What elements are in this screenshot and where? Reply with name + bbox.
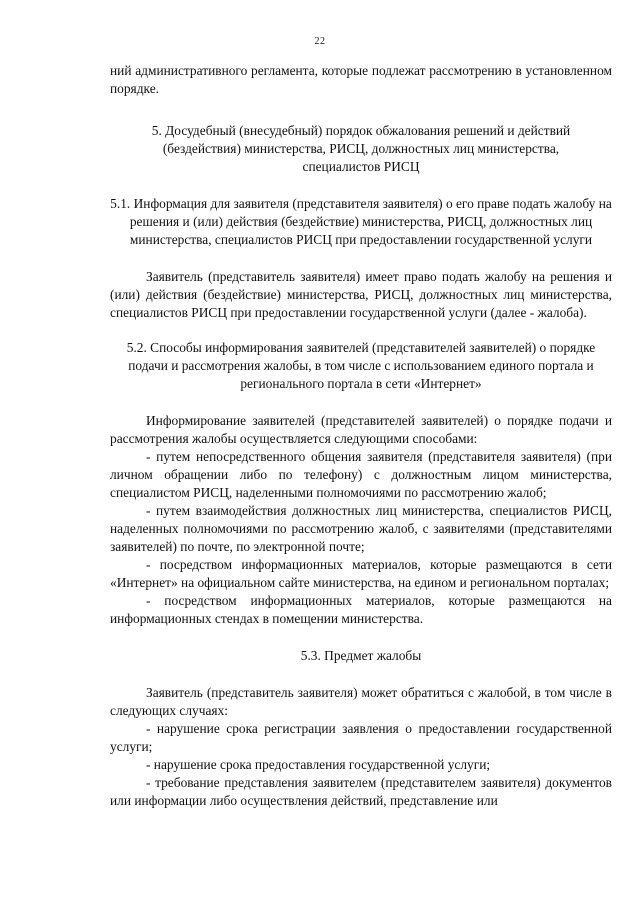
section-5-3-item: - нарушение срока регистрации заявления о предоставлении государственной услуги; — [110, 721, 612, 754]
section-5-3-item: - нарушение срока предоставления государственной услуги; — [146, 757, 491, 772]
section-5-1-title: 5.1. Информация для заявителя (представителя заявителя) о его праве подать жалобу на решения и (или) действия (бездействие) министерства, РИСЦ, должностных лиц министерства, специалистов РИСЦ при предоставлении государственной услуги — [110, 196, 612, 247]
page-number: 22 — [314, 36, 326, 47]
page-content — [110, 62, 612, 810]
intro-paragraph: ний административного регламента, которые подлежат рассмотрению в установленном порядке. — [110, 63, 612, 96]
section-5-2-item: - посредством информационных материалов, которые размещаются в сети «Интернет» на официальном сайте министерства, на едином и региональном порталах; — [110, 557, 612, 590]
section-5-2-item: - путем взаимодействия должностных лиц министерства, специалистов РИСЦ, наделенных полномочиями по рассмотрению жалоб, с заявителями (представителями заявителей) по почте, по электронной почте; — [110, 503, 612, 554]
section-5-2-item: - путем непосредственного общения заявителя (представителя заявителя) (при личном обращении либо по телефону) с должностным лицом министерства, специалистом РИСЦ, наделенными полномочиями по рассмотрению жалоб; — [110, 449, 612, 500]
section-5-1-text: Заявитель (представитель заявителя) имеет право подать жалобу на решения и (или) действия (бездействие) министерства, РИСЦ, должностных лиц министерства, специалистов РИСЦ при предоставлении государственной услуги (далее - жалоба). — [110, 269, 612, 320]
section-5-title: 5. Досудебный (внесудебный) порядок обжалования решений и действий (бездействия) министерства, РИСЦ, должностных лиц министерства, специалистов РИСЦ — [151, 123, 571, 174]
section-5-2-title: 5.2. Способы информирования заявителей (представителей заявителей) о порядке подачи и рассмотрения жалобы, в том числе с использованием единого портала и регионального портала в сети «Интернет» — [126, 340, 596, 391]
section-5-3-item: - требование представления заявителем (представителем заявителя) документов или информации либо осуществления действий, представление или — [110, 775, 612, 808]
section-5-3-title: 5.3. Предмет жалобы — [300, 648, 422, 663]
section-5-3-lead: Заявитель (представитель заявителя) может обратиться с жалобой, в том числе в следующих случаях: — [110, 685, 612, 718]
section-5-2-lead: Информирование заявителей (представителей заявителей) о порядке подачи и рассмотрения жалобы осуществляется следующими способами: — [110, 413, 612, 446]
section-5-2-item: - посредством информационных материалов, которые размещаются на информационных стендах в помещении министерства. — [110, 593, 612, 626]
